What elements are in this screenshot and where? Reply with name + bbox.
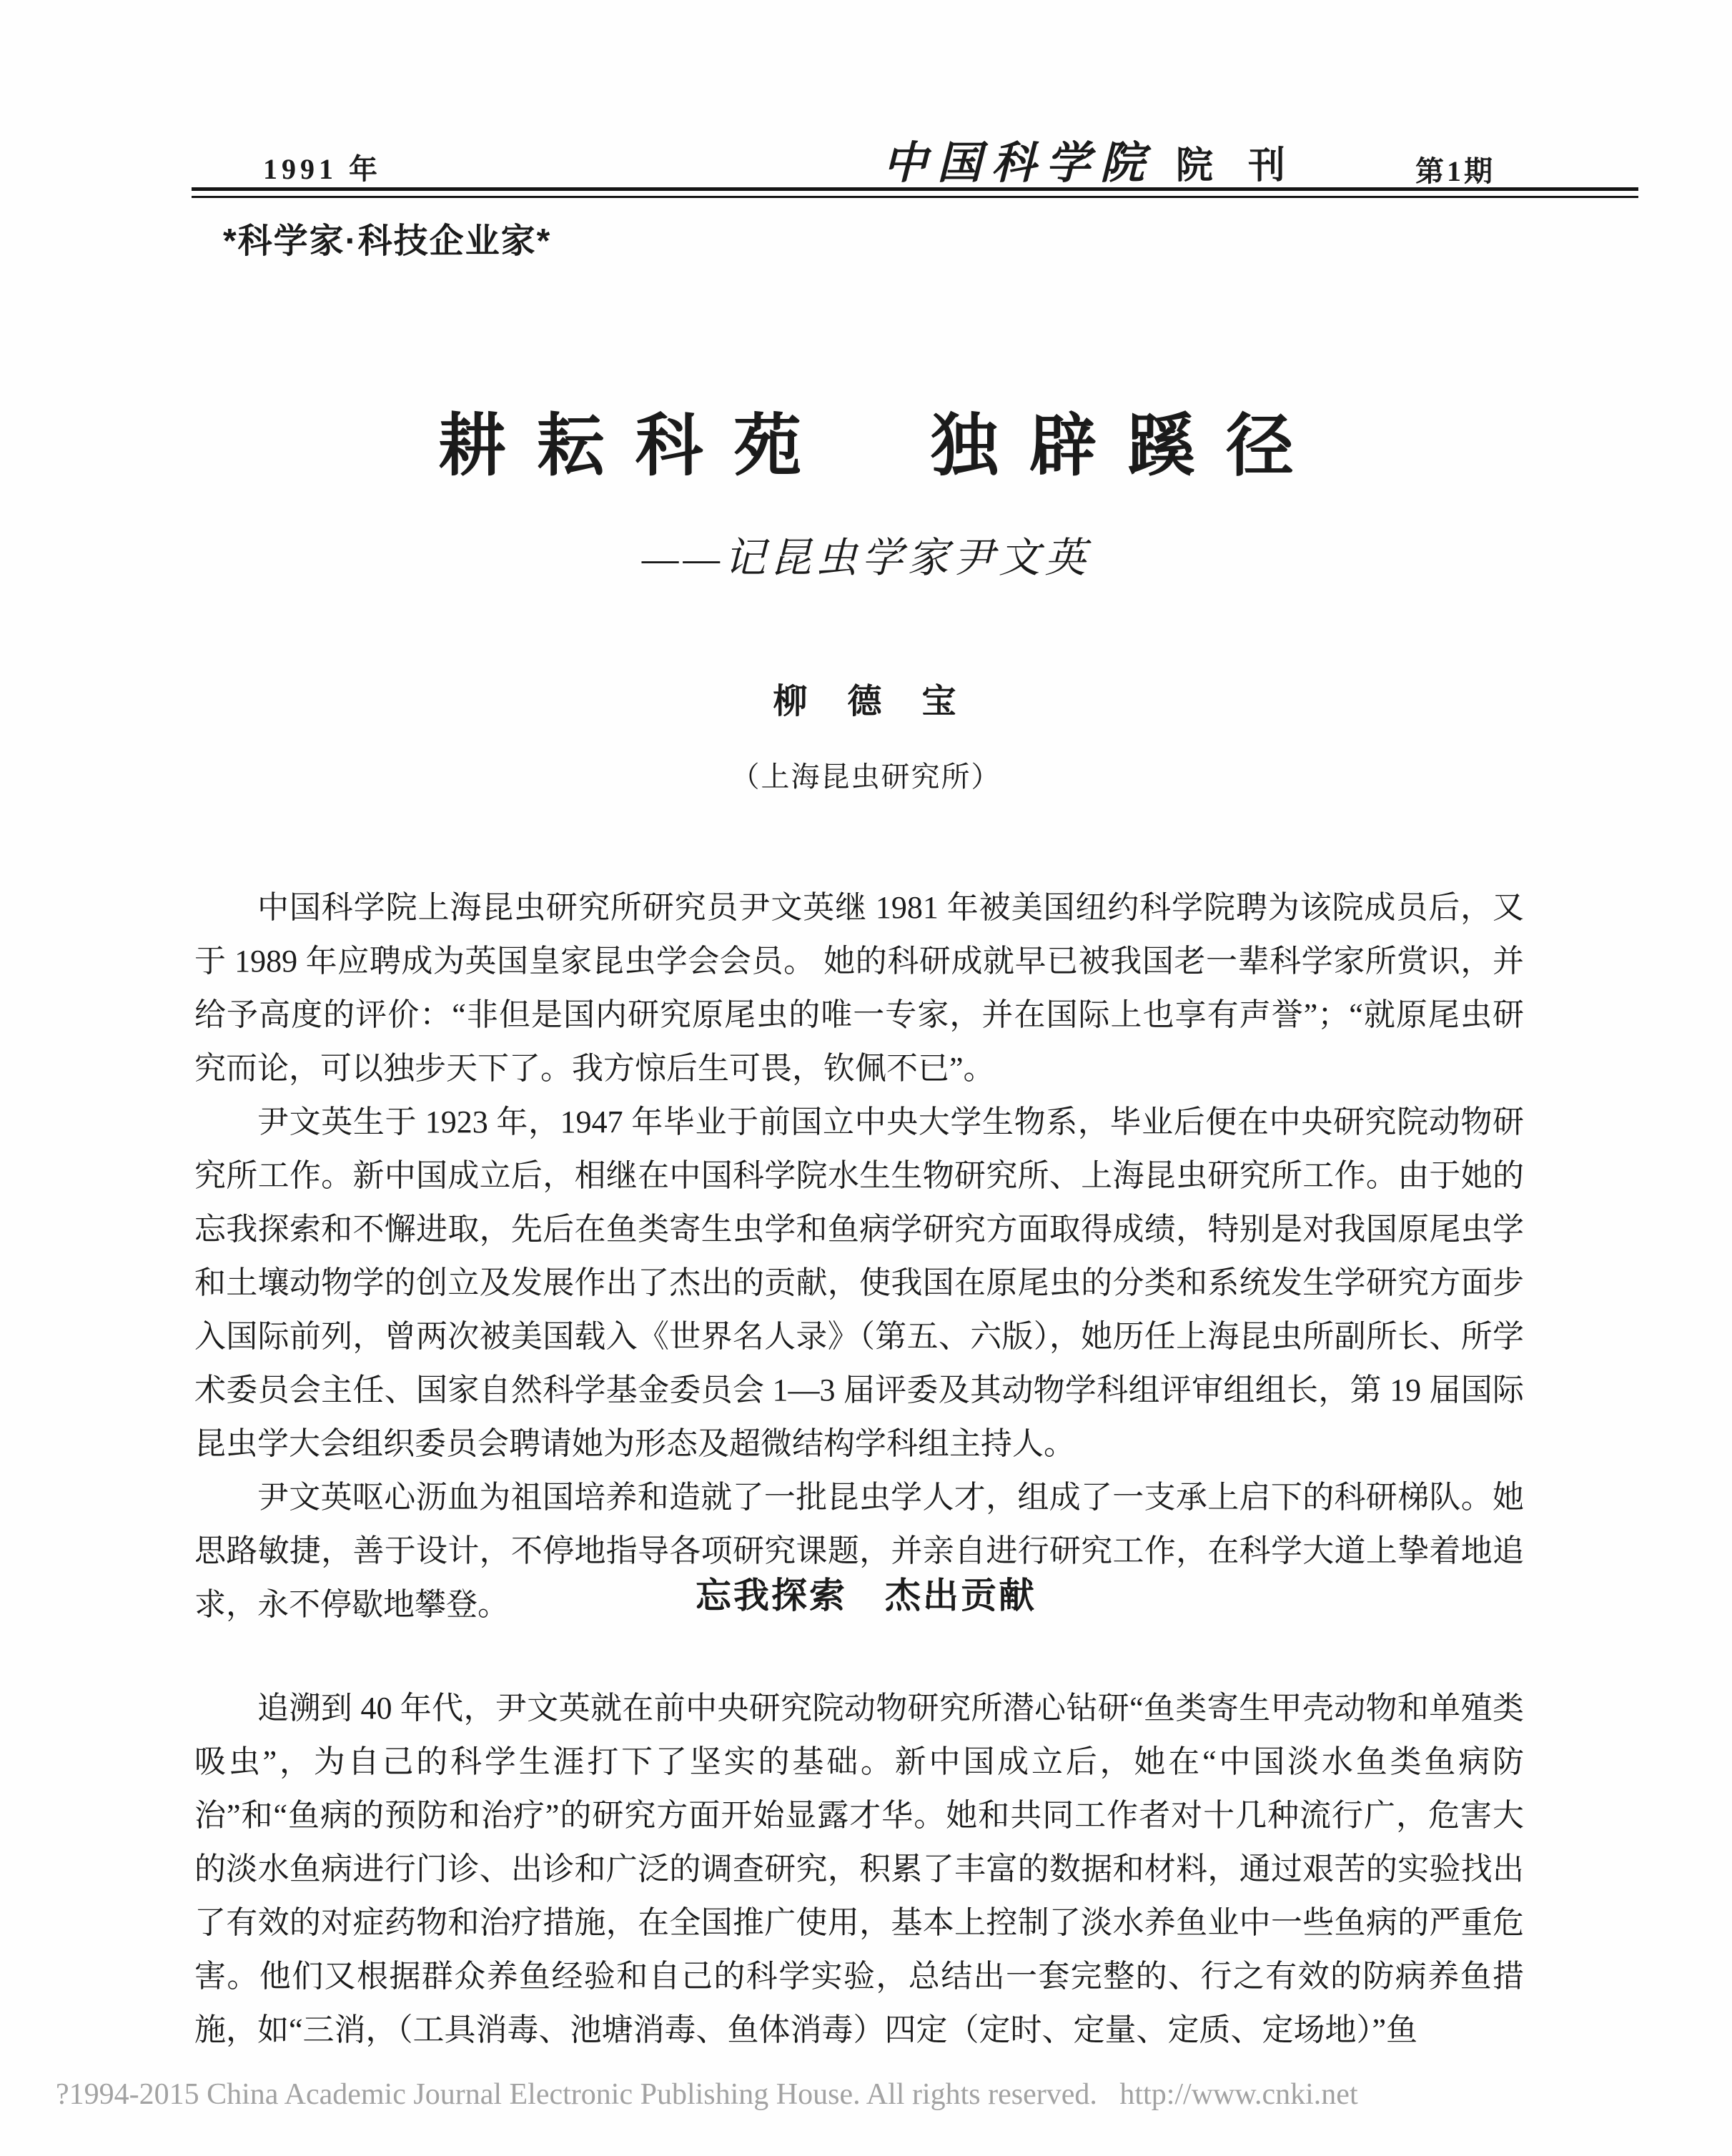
paragraph: 追溯到 40 年代，尹文英就在前中央研究院动物研究所潜心钻研“鱼类寄生甲壳动物和单殖类吸虫”，为自己的科学生涯打下了坚实的基础。新中国成立后，她在“中国淡水鱼类鱼病防治”和“鱼病的预防和治疗”的研究方面开始显露才华。她和共同工作者对十几种流行广，危害大的淡水鱼病进行门诊、出诊和广泛的调查研究，积累了丰富的数据和材料，通过艰苦的实验找出了有效的对症药物和治疗措施，在全国推广使用，基本上控制了淡水养鱼业中一些鱼病的严重危害。他们又根据群众养鱼经验和自己的科学实验，总结出一套完整的、行之有效的防病养鱼措施，如“三消，（工具消毒、池塘消毒、鱼体消毒）四定（定时、定量、定质、定场地）”鱼: [194, 1691, 1524, 2047]
intro-paragraphs: [194, 881, 1524, 1631]
cnki-watermark: ?1994-2015 China Academic Journal Electronic Publishing House. All rights reserved. http://www.cnki.net: [56, 2078, 1358, 2111]
author-affiliation: （上海昆虫研究所）: [731, 761, 1001, 793]
section-paragraphs: [194, 1681, 1524, 2057]
paragraph: 尹文英呕心沥血为祖国培养和造就了一批昆虫学人才，组成了一支承上启下的科研梯队。她思路敏捷，善于设计，不停地指导各项研究课题，并亲自进行研究工作，在科学大道上挚着地追求，永不停歇地攀登。: [194, 1480, 1524, 1622]
journal-masthead: [883, 127, 1298, 191]
column-label: *科学家·科技企业家*: [223, 222, 552, 260]
article-subtitle: ——记昆虫学家尹文英: [641, 535, 1091, 581]
header-year: 1991 年: [263, 153, 382, 185]
journal-name-calligraphy: 中国科学院: [883, 139, 1155, 188]
header-double-rule: [192, 187, 1638, 198]
journal-name-print: 院 刊: [1176, 146, 1299, 187]
article-title: 耕耘科苑 独辟蹊径: [437, 408, 1325, 484]
paragraph: 中国科学院上海昆虫研究所研究员尹文英继 1981 年被美国纽约科学院聘为该院成员后，又于 1989 年应聘成为英国皇家昆虫学会会员。 她的科研成就早已被我国老一辈科学家所赏识，并给予高度的评价：“非但是国内研究原尾虫的唯一专家，并在国际上也享有声誉”；“就原尾虫研究而论，可以独步天下了。我方惊后生可畏，钦佩不已”。: [194, 890, 1524, 1086]
header-issue-number: 第1期: [1415, 155, 1495, 187]
section-heading: 忘我探索 杰出贡献: [696, 1576, 1036, 1616]
paragraph: 尹文英生于 1923 年，1947 年毕业于前国立中央大学生物系，毕业后便在中央研究院动物研究所工作。新中国成立后，相继在中国科学院水生生物研究所、上海昆虫研究所工作。由于她的忘我探索和不懈进取，先后在鱼类寄生虫学和鱼病学研究方面取得成绩，特别是对我国原尾虫学和土壤动物学的创立及发展作出了杰出的贡献，使我国在原尾虫的分类和系统发生学研究方面步入国际前列，曾两次被美国载入《世界名人录》（第五、六版），她历任上海昆虫所副所长、所学术委员会主任、国家自然科学基金委员会 1—3 届评委及其动物学科组评审组组长，第 19 届国际昆虫学大会组织委员会聘请她为形态及超微结构学科组主持人。: [194, 1104, 1524, 1461]
author-name: 柳 德 宝: [773, 683, 959, 721]
